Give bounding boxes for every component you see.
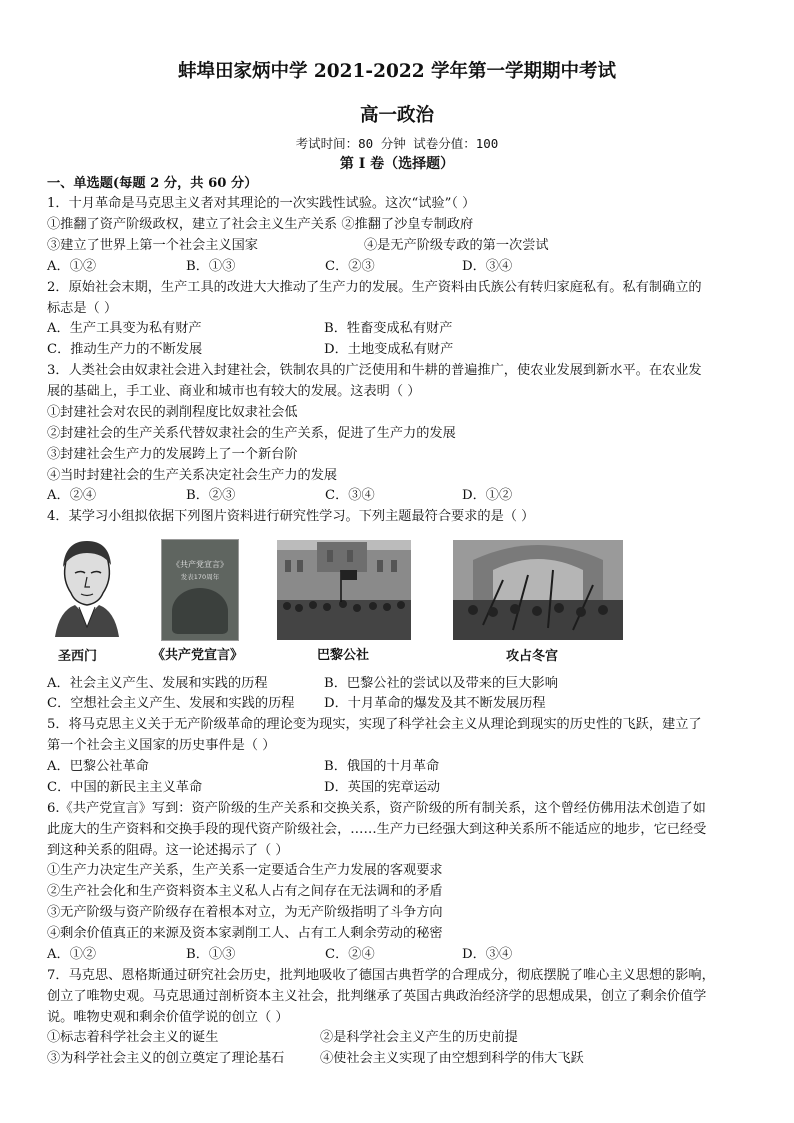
saint-simon-portrait-image [45, 537, 127, 637]
question-stem: 说。唯物史观和剩余价值学说的创立（ ） [47, 1010, 289, 1025]
exam-title: 蚌埠田家炳中学 2021-2022 学年第一学期期中考试 [177, 61, 617, 82]
choice-c: C．推动生产力的不断发展 [47, 342, 203, 357]
question-stem: 此庞大的生产资料和交换手段的现代资产阶级社会，……生产力已经强大到这种关系所不能适应的地步，它已经受 [47, 822, 707, 837]
choice-c: C．②④ [325, 947, 375, 962]
choice-b: B．②③ [186, 488, 236, 503]
choice-b: B．①③ [186, 259, 236, 274]
subject-title: 高一政治 [359, 105, 434, 126]
statement: ④当时封建社会的生产关系决定社会生产力的发展 [47, 468, 338, 483]
choice-c: C．空想社会主义产生、发展和实践的历程 [47, 696, 295, 711]
statement: ④是无产阶级专政的第一次尝试 [364, 238, 549, 253]
statement: ②是科学社会主义产生的历史前提 [320, 1030, 518, 1045]
choice-a: A．生产工具变为私有财产 [47, 321, 202, 336]
book-cover-title: 《共产党宣言》 [172, 560, 228, 569]
choice-b: B．①③ [186, 947, 236, 962]
storming-winter-palace-image [453, 540, 623, 640]
choice-b: B．牲畜变成私有财产 [324, 321, 453, 336]
choice-c: C．中国的新民主主义革命 [47, 780, 203, 795]
image-caption: 攻占冬宫 [506, 649, 559, 664]
choice-c: C．③④ [325, 488, 375, 503]
choice-d: D．英国的宪章运动 [324, 780, 441, 795]
statement: ①标志着科学社会主义的诞生 [47, 1030, 219, 1045]
question-stem: 创立了唯物史观。马克思通过剖析资本主义社会，批判继承了英国古典政治经济学的思想成果，创立了剩余价值学 [47, 989, 707, 1004]
statement: ④使社会主义实现了由空想到科学的伟大飞跃 [320, 1051, 584, 1066]
choice-a: A．②④ [47, 488, 97, 503]
choice-c: C．②③ [325, 259, 375, 274]
section-title: 第 I 卷（选择题） [339, 156, 455, 172]
choice-a: A．社会主义产生、发展和实践的历程 [47, 676, 268, 691]
question-stem: 2．原始社会末期，生产工具的改进大大推动了生产力的发展。生产资料由氏族公有转归家庭私有。私有制确立的 [47, 280, 702, 295]
question-stem: 第一个社会主义国家的历史事件是（ ） [47, 738, 276, 753]
question-stem: 6.《共产党宣言》写到：资产阶级的生产关系和交换关系，资产阶级的所有制关系，这个曾经仿佛用法术创造了如 [47, 801, 706, 816]
statement: ②封建社会的生产关系代替奴隶社会的生产关系，促进了生产力的发展 [47, 426, 456, 441]
question-stem: 4．某学习小组拟依据下列图片资料进行研究性学习。下列主题最符合要求的是（ ） [47, 509, 535, 524]
communist-manifesto-book-image [161, 539, 239, 641]
statement: ②生产社会化和生产资料资本主义私人占有之间存在无法调和的矛盾 [47, 884, 443, 899]
statement: ③无产阶级与资产阶级存在着根本对立，为无产阶级指明了斗争方向 [47, 905, 443, 920]
question-stem: 到这种关系的阻碍。这一论述揭示了（ ） [47, 843, 289, 858]
statement: ④剩余价值真正的来源及资本家剥削工人、占有工人剩余劳动的秘密 [47, 926, 443, 941]
question-stem: 5．将马克思主义关于无产阶级革命的理论变为现实，实现了科学社会主义从理论到现实的历史性的飞跃，建立了 [47, 717, 702, 732]
paris-commune-image [277, 540, 411, 640]
question-stem: 展的基础上，手工业、商业和城市也有较大的发展。这表明（ ） [47, 384, 421, 399]
image-caption: 巴黎公社 [317, 648, 370, 663]
choice-b: B．巴黎公社的尝试以及带来的巨大影响 [324, 676, 558, 691]
question-stem: 标志是（ ） [47, 301, 118, 316]
statement: ③为科学社会主义的创立奠定了理论基石 [47, 1051, 285, 1066]
question-stem: 3．人类社会由奴隶社会进入封建社会，铁制农具的广泛使用和牛耕的普遍推广，使农业发展到新水平。在农业发 [47, 363, 702, 378]
choice-d: D．③④ [462, 259, 513, 274]
book-cover-subtitle: 发表170周年 [180, 573, 220, 581]
image-caption: 圣西门 [58, 649, 98, 664]
statement: ③建立了世界上第一个社会主义国家 [47, 238, 258, 253]
choice-d: D．十月革命的爆发及其不断发展历程 [324, 696, 546, 711]
choice-a: A．①② [47, 947, 97, 962]
choice-d: D．③④ [462, 947, 513, 962]
part-heading: 一、单选题(每题 2 分，共 60 分） [47, 176, 258, 191]
statement: ①生产力决定生产关系，生产关系一定要适合生产力发展的客观要求 [47, 863, 443, 878]
statement: ①推翻了资产阶级政权，建立了社会主义生产关系 ②推翻了沙皇专制政府 [47, 217, 474, 232]
statement: ③封建社会生产力的发展跨上了一个新台阶 [47, 447, 298, 462]
choice-a: A．①② [47, 259, 97, 274]
statement: ①封建社会对农民的剥削程度比奴隶社会低 [47, 405, 298, 420]
question-stem: 1．十月革命是马克思主义者对其理论的一次实践性试验。这次“试验”（ ） [47, 196, 476, 211]
choice-d: D．土地变成私有财产 [324, 342, 454, 357]
image-caption: 《共产党宣言》 [152, 648, 244, 663]
question-stem: 7．马克思、恩格斯通过研究社会历史，批判地吸收了德国古典哲学的合理成分，彻底摆脱了唯心主义思想的影响， [47, 968, 715, 983]
choice-d: D．①② [462, 488, 513, 503]
exam-info: 考试时间：80 分钟 试卷分值：100 [295, 136, 499, 151]
choice-b: B．俄国的十月革命 [324, 759, 440, 774]
choice-a: A．巴黎公社革命 [47, 759, 149, 774]
book-cover-portraits [172, 588, 228, 634]
